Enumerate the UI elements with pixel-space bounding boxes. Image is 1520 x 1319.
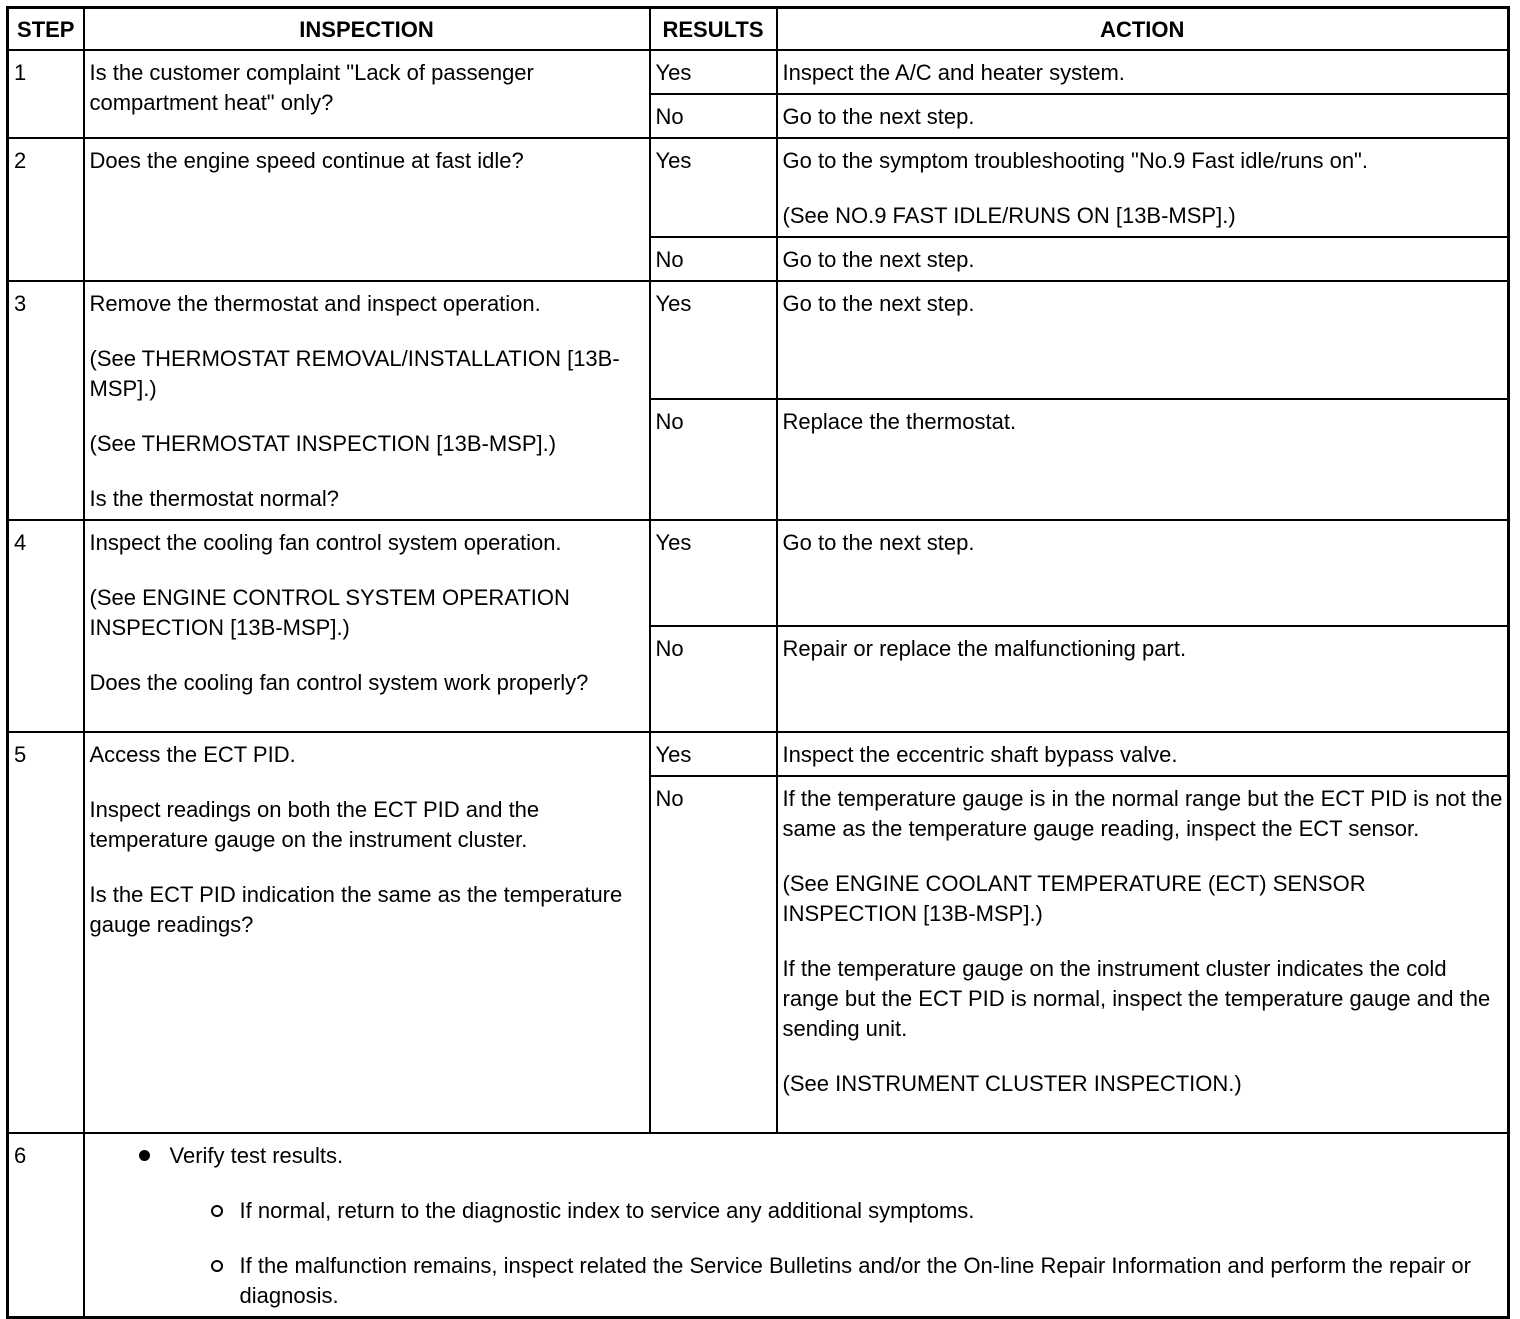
step-row-2-yes [8, 138, 1509, 237]
action-text: Repair or replace the malfunctioning part. [782, 636, 1187, 661]
header-step: STEP [8, 8, 84, 51]
final-step-cell [84, 1133, 1509, 1318]
result-no: No [650, 626, 777, 732]
action-text: Go to the symptom troubleshooting "No.9 Fast idle/runs on". [782, 148, 1368, 173]
inspection-cell [84, 732, 650, 1133]
inspection-question: Does the cooling fan control system work properly? [89, 670, 589, 695]
sub-bullet-text: If the malfunction remains, inspect related the Service Bulletins and/or the On-line Repair Information and perform the repair or diagnosis. [239, 1253, 1471, 1308]
inspection-reference: (See THERMOSTAT REMOVAL/INSTALLATION [13B-MSP].) [89, 346, 620, 401]
action-text: Inspect the eccentric shaft bypass valve. [782, 742, 1178, 767]
result-no: No [650, 776, 777, 1133]
sub-bullet-item [90, 1196, 1504, 1226]
inspection-text: Access the ECT PID. [89, 742, 296, 767]
step-number: 5 [8, 732, 84, 1133]
inspection-text: Remove the thermostat and inspect operation. [89, 291, 541, 316]
diagnostic-table [6, 6, 1510, 1319]
inspection-text: Is the customer complaint "Lack of passenger compartment heat" only? [89, 60, 534, 115]
bullet-item [90, 1141, 1504, 1171]
step-row-4-yes [8, 520, 1509, 626]
result-no: No [650, 94, 777, 138]
header-row [8, 8, 1509, 51]
action-reference: (See INSTRUMENT CLUSTER INSPECTION.) [782, 1071, 1242, 1096]
sub-bullet-list [90, 1196, 1504, 1311]
inspection-text: Inspect readings on both the ECT PID and the temperature gauge on the instrument cluster. [89, 797, 540, 852]
action-text: If the temperature gauge is in the normal range but the ECT PID is not the same as the temperature gauge reading, inspect the ECT sensor. [782, 786, 1503, 841]
step-row-6 [8, 1133, 1509, 1318]
action-text: Inspect the A/C and heater system. [782, 60, 1125, 85]
step-row-5-yes [8, 732, 1509, 776]
inspection-reference: (See ENGINE CONTROL SYSTEM OPERATION INSPECTION [13B-MSP].) [89, 585, 570, 640]
inspection-cell [84, 281, 650, 520]
action-cell [777, 732, 1509, 776]
action-text: Go to the next step. [782, 291, 975, 316]
inspection-question: Is the ECT PID indication the same as the temperature gauge readings? [89, 882, 623, 937]
action-reference: (See NO.9 FAST IDLE/RUNS ON [13B-MSP].) [782, 203, 1236, 228]
result-yes: Yes [650, 50, 777, 94]
step-number: 1 [8, 50, 84, 138]
bullet-text: Verify test results. [169, 1143, 344, 1168]
inspection-text: Inspect the cooling fan control system operation. [89, 530, 562, 555]
action-cell [777, 281, 1509, 399]
step-number: 4 [8, 520, 84, 732]
action-cell [777, 776, 1509, 1133]
inspection-cell [84, 138, 650, 281]
inspection-text: Does the engine speed continue at fast idle? [89, 148, 524, 173]
step-row-1-yes [8, 50, 1509, 94]
result-no: No [650, 399, 777, 520]
inspection-question: Is the thermostat normal? [89, 486, 339, 511]
step-number: 3 [8, 281, 84, 520]
step-number: 2 [8, 138, 84, 281]
inspection-cell [84, 50, 650, 138]
header-action: ACTION [777, 8, 1509, 51]
action-cell [777, 237, 1509, 281]
result-yes: Yes [650, 138, 777, 237]
action-text: Go to the next step. [782, 530, 975, 555]
step-row-3-yes [8, 281, 1509, 399]
bullet-list [90, 1141, 1504, 1171]
header-inspection: INSPECTION [84, 8, 650, 51]
action-cell [777, 94, 1509, 138]
action-text: Go to the next step. [782, 247, 975, 272]
action-reference: (See ENGINE COOLANT TEMPERATURE (ECT) SENSOR INSPECTION [13B-MSP].) [782, 871, 1366, 926]
sub-bullet-text: If normal, return to the diagnostic index to service any additional symptoms. [239, 1198, 975, 1223]
inspection-cell [84, 520, 650, 732]
result-yes: Yes [650, 520, 777, 626]
sub-bullet-item [90, 1251, 1504, 1311]
result-no: No [650, 237, 777, 281]
action-text: Go to the next step. [782, 104, 975, 129]
result-yes: Yes [650, 281, 777, 399]
action-cell [777, 50, 1509, 94]
action-text: If the temperature gauge on the instrument cluster indicates the cold range but the ECT PID is normal, inspect the temperature gauge and the sending unit. [782, 956, 1491, 1041]
step-number: 6 [8, 1133, 84, 1318]
action-cell [777, 399, 1509, 520]
action-text: Replace the thermostat. [782, 409, 1017, 435]
result-yes: Yes [650, 732, 777, 776]
header-results: RESULTS [650, 8, 777, 51]
action-cell [777, 138, 1509, 237]
action-cell [777, 520, 1509, 626]
inspection-reference: (See THERMOSTAT INSPECTION [13B-MSP].) [89, 431, 557, 456]
action-cell [777, 626, 1509, 732]
